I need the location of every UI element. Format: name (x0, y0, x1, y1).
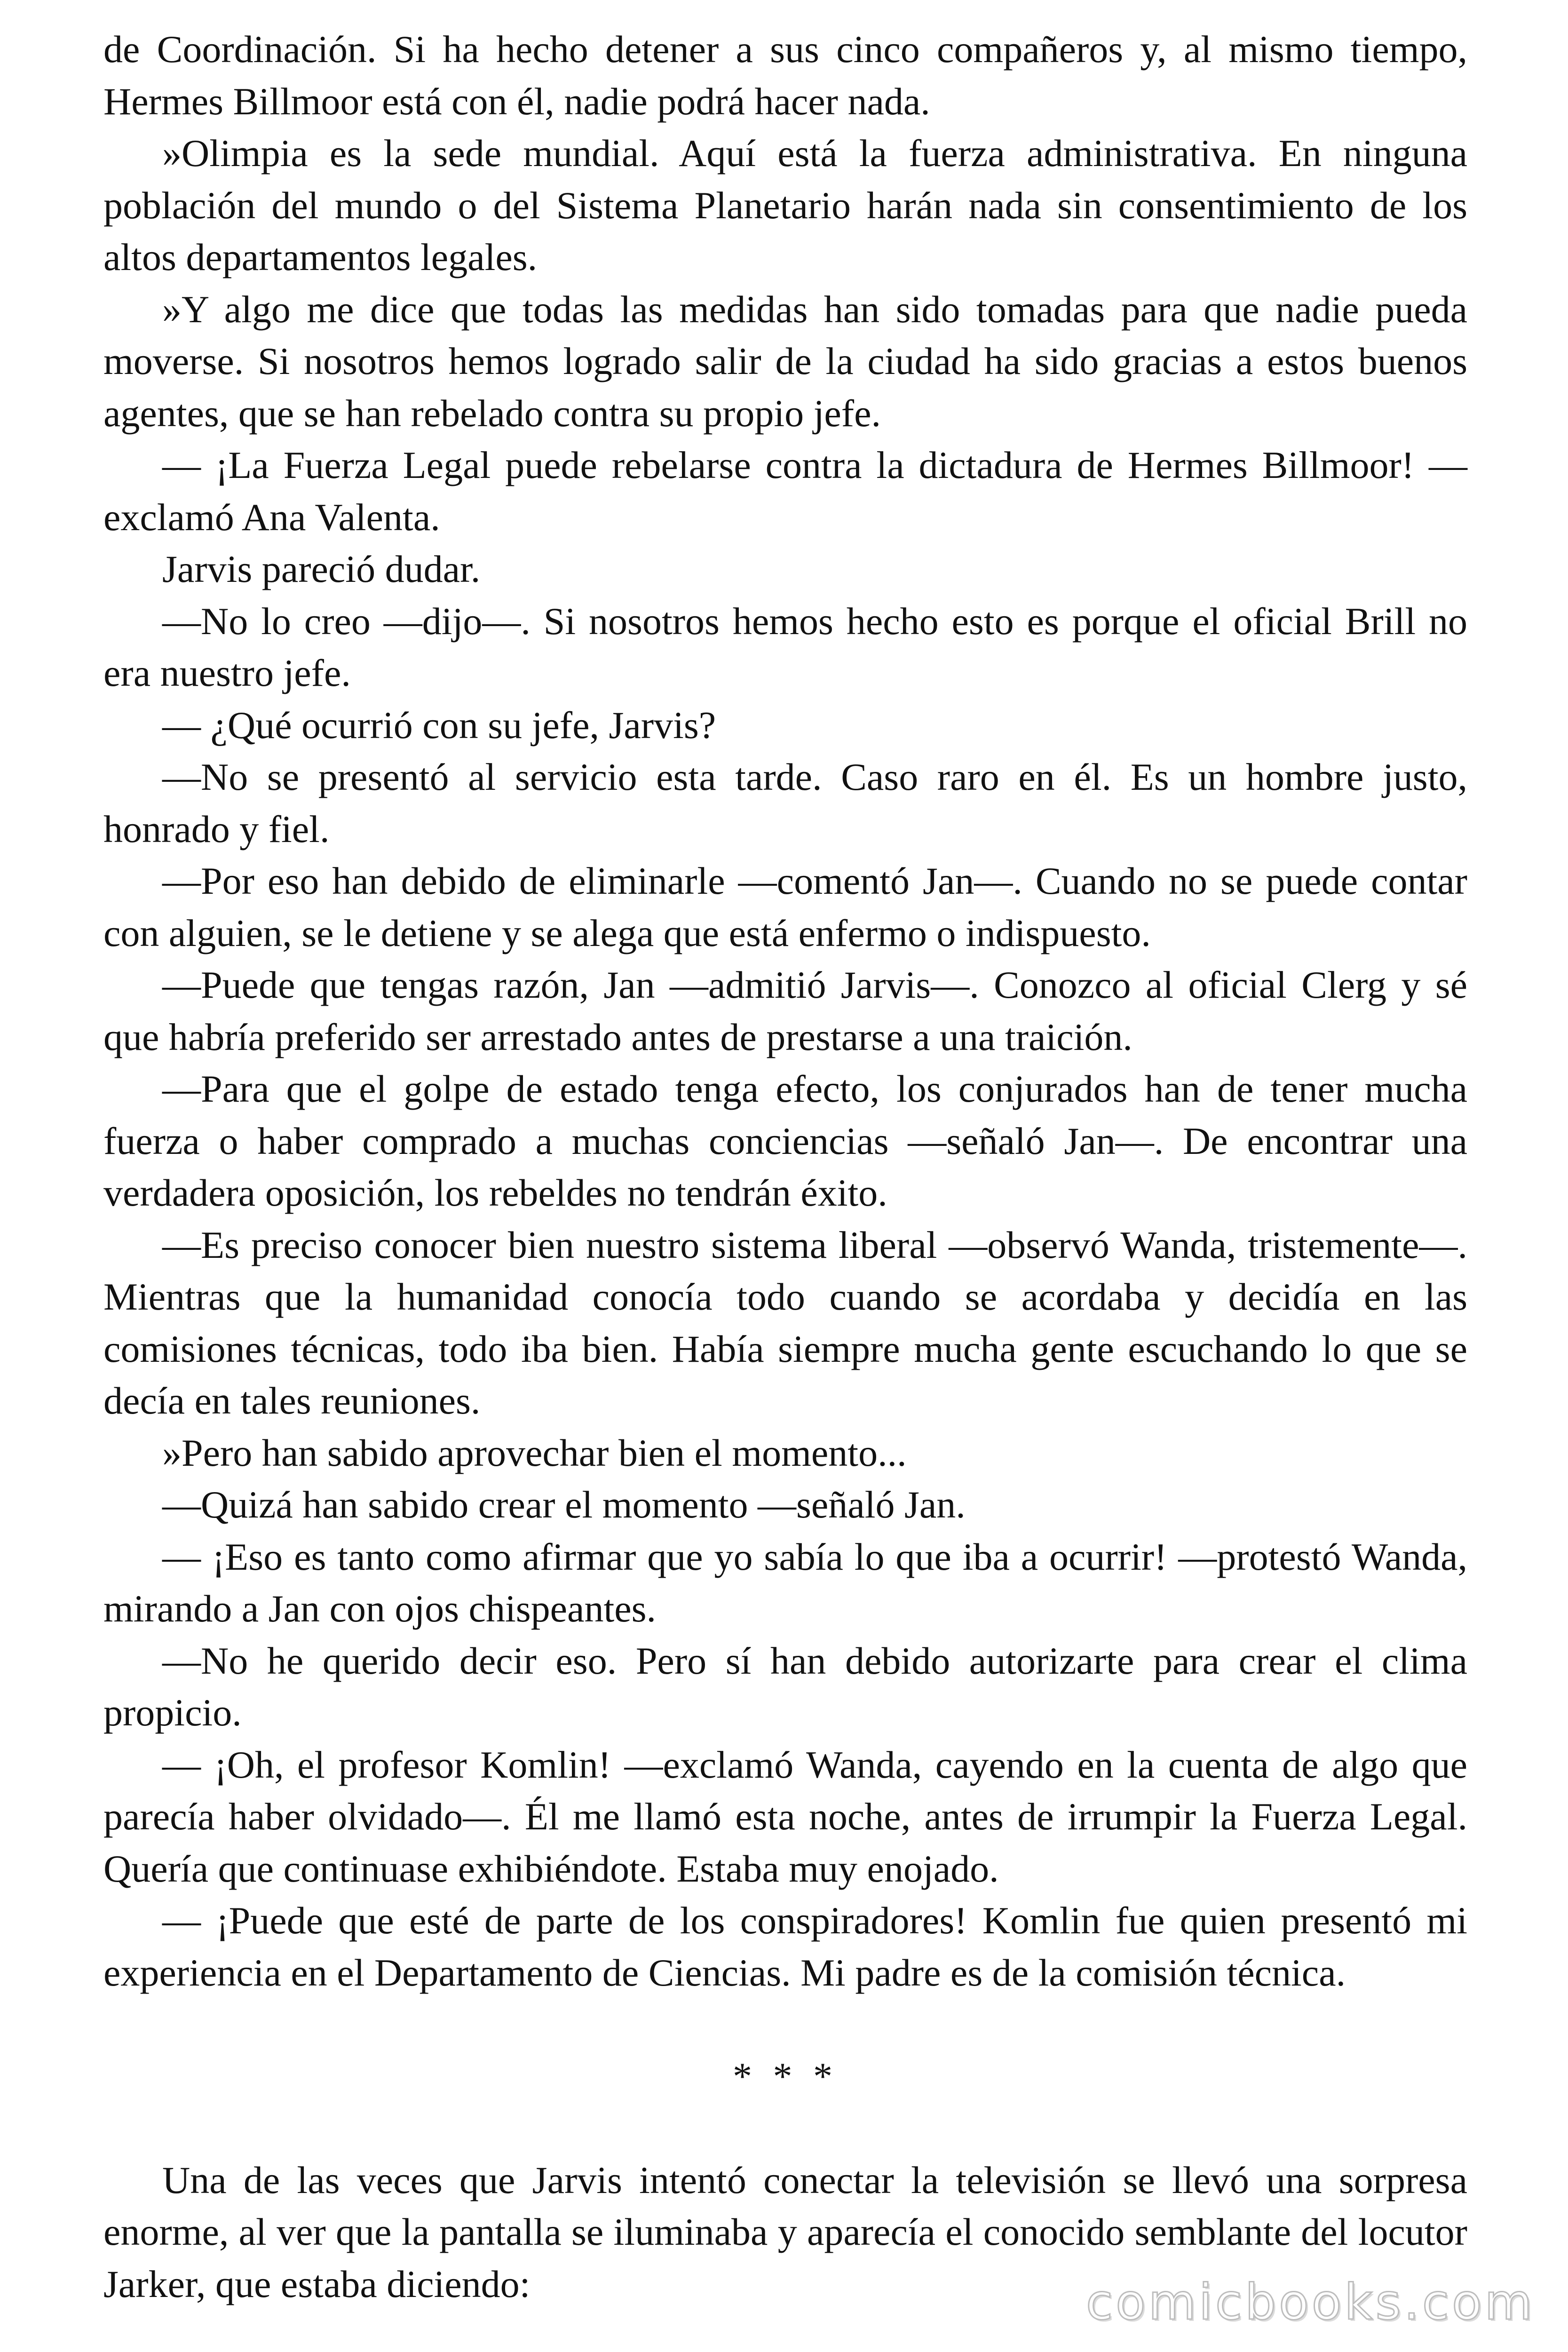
watermark-logo: comicbooks.com (1085, 2273, 1535, 2331)
paragraph: — ¡La Fuerza Legal puede rebelarse contra la dictadura de Hermes Billmoor! —exclamó Ana Valenta. (103, 444, 1467, 539)
paragraph: — ¿Qué ocurrió con su jefe, Jarvis? (162, 703, 716, 747)
page-body (103, 24, 1467, 2310)
paragraph: —Quizá han sabido crear el momento —señaló Jan. (162, 1483, 966, 1526)
paragraph: —No he querido decir eso. Pero sí han debido autorizarte para crear el clima propicio. (103, 1639, 1467, 1734)
paragraph: »Pero han sabido aprovechar bien el momento... (162, 1431, 907, 1474)
paragraph: de Coordinación. Si ha hecho detener a sus cinco compañeros y, al mismo tiempo, Hermes Billmoor está con él, nadie podrá hacer nada. (103, 28, 1467, 123)
paragraph: — ¡Eso es tanto como afirmar que yo sabía lo que iba a ocurrir! —protestó Wanda, mirando a Jan con ojos chispeantes. (103, 1535, 1467, 1630)
paragraph: Jarvis pareció dudar. (162, 548, 481, 590)
paragraph: — ¡Oh, el profesor Komlin! —exclamó Wanda, cayendo en la cuenta de algo que parecía haber olvidado—. Él me llamó esta noche, antes de irrumpir la Fuerza Legal. Quería que continuase exhibiéndote. Estaba muy enojado. (103, 1743, 1467, 1890)
paragraph: —Por eso han debido de eliminarle —comentó Jan—. Cuando no se puede contar con alguien, se le detiene y se alega que está enfermo o indispuesto. (103, 859, 1467, 954)
paragraph: »Y algo me dice que todas las medidas han sido tomadas para que nadie pueda moverse. Si nosotros hemos logrado salir de la ciudad ha sido gracias a estos buenos agentes, que se han rebelado contra su propio jefe. (103, 287, 1467, 435)
paragraph: —No se presentó al servicio esta tarde. Caso raro en él. Es un hombre justo, honrado y fiel. (103, 755, 1467, 850)
paragraph: —Para que el golpe de estado tenga efecto, los conjurados han de tener mucha fuerza o haber comprado a muchas conciencias —señaló Jan—. De encontrar una verdadera oposición, los rebeldes no tendrán éxito. (103, 1067, 1467, 1214)
paragraph: —No lo creo —dijo—. Si nosotros hemos hecho esto es porque el oficial Brill no era nuestro jefe. (103, 599, 1467, 694)
paragraph: Una de las veces que Jarvis intentó conectar la televisión se llevó una sorpresa enorme, al ver que la pantalla se iluminaba y aparecía el conocido semblante del locutor Jarker, que estaba diciendo: (103, 2158, 1467, 2305)
paragraph: —Puede que tengas razón, Jan —admitió Jarvis—. Conozco al oficial Clerg y sé que habría preferido ser arrestado antes de prestarse a una traición. (103, 963, 1467, 1058)
paragraph: — ¡Puede que esté de parte de los conspiradores! Komlin fue quien presentó mi experiencia en el Departamento de Ciencias. Mi padre es de la comisión técnica. (103, 1899, 1467, 1994)
scene-break: * * * (733, 2055, 838, 2098)
paragraph: »Olimpia es la sede mundial. Aquí está la fuerza administrativa. En ninguna población del mundo o del Sistema Planetario harán nada sin consentimiento de los altos departamentos legales. (103, 132, 1467, 278)
paragraph: —Es preciso conocer bien nuestro sistema liberal —observó Wanda, tristemente—. Mientras que la humanidad conocía todo cuando se acordaba y decidía en las comisiones técnicas, todo iba bien. Había siempre mucha gente escuchando lo que se decía en tales reuniones. (103, 1223, 1467, 1422)
